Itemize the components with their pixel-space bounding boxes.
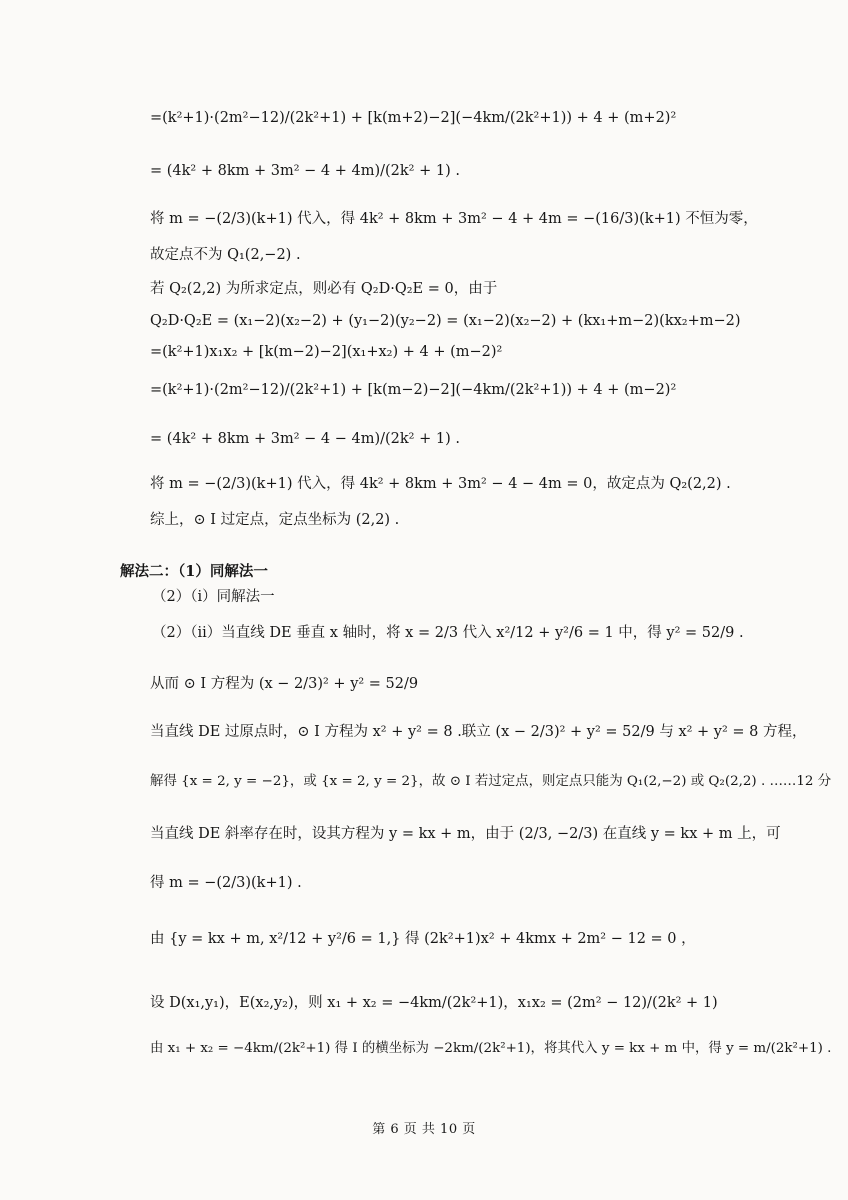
text-line: 设 D(x₁,y₁)，E(x₂,y₂)，则 x₁ + x₂ = −4km/(2k²+1)，x₁x₂ = (2m² − 12)/(2k² + 1) <box>150 995 718 1011</box>
text-line: = (4k² + 8km + 3m² − 4 − 4m)/(2k² + 1) . <box>150 431 460 447</box>
text-line: 当直线 DE 斜率存在时，设其方程为 y = kx + m，由于 (2/3, −2/3) 在直线 y = kx + m 上，可 <box>150 826 781 842</box>
text-line: =(k²+1)x₁x₂ + [k(m−2)−2](x₁+x₂) + 4 + (m−2)² <box>150 344 503 360</box>
text-line: 解得 {x = 2, y = −2}，或 {x = 2, y = 2}，故 ⊙ I 若过定点，则定点只能为 Q₁(2,−2) 或 Q₂(2,2) . ……12 分 <box>150 774 832 789</box>
text-line: （2）（i）同解法一 <box>152 589 275 605</box>
text-line: 综上，⊙ I 过定点，定点坐标为 (2,2) . <box>150 512 400 528</box>
text-line: =(k²+1)·(2m²−12)/(2k²+1) + [k(m−2)−2](−4km/(2k²+1)) + 4 + (m−2)² <box>150 382 677 398</box>
text-line: 从而 ⊙ I 方程为 (x − 2/3)² + y² = 52/9 <box>150 676 419 692</box>
text-line: 将 m = −(2/3)(k+1) 代入，得 4k² + 8km + 3m² − 4 + 4m = −(16/3)(k+1) 不恒为零， <box>150 211 758 227</box>
text-line: 故定点不为 Q₁(2,−2) . <box>150 247 301 263</box>
text-line: （2）（ii）当直线 DE 垂直 x 轴时，将 x = 2/3 代入 x²/12 + y²/6 = 1 中，得 y² = 52/9 . <box>152 625 744 641</box>
text-line: 将 m = −(2/3)(k+1) 代入，得 4k² + 8km + 3m² − 4 − 4m = 0，故定点为 Q₂(2,2) . <box>150 476 731 492</box>
text-line: 由 x₁ + x₂ = −4km/(2k²+1) 得 I 的横坐标为 −2km/(2k²+1)，将其代入 y = kx + m 中，得 y = m/(2k²+1) . <box>150 1041 832 1056</box>
text-line: 当直线 DE 过原点时，⊙ I 方程为 x² + y² = 8 .联立 (x − 2/3)² + y² = 52/9 与 x² + y² = 8 方程， <box>150 724 807 740</box>
text-line: =(k²+1)·(2m²−12)/(2k²+1) + [k(m+2)−2](−4km/(2k²+1)) + 4 + (m+2)² <box>150 110 677 126</box>
page-footer: 第 6 页 共 10 页 <box>372 1122 476 1137</box>
text-line: Q₂D·Q₂E = (x₁−2)(x₂−2) + (y₁−2)(y₂−2) = (x₁−2)(x₂−2) + (kx₁+m−2)(kx₂+m−2) <box>150 313 741 329</box>
section-heading: 解法二：（1）同解法一 <box>120 563 268 580</box>
text-line: = (4k² + 8km + 3m² − 4 + 4m)/(2k² + 1) . <box>150 163 460 179</box>
text-line: 若 Q₂(2,2) 为所求定点，则必有 Q₂D·Q₂E = 0，由于 <box>150 281 498 297</box>
text-line: 得 m = −(2/3)(k+1) . <box>150 875 302 891</box>
text-line: 由 {y = kx + m, x²/12 + y²/6 = 1,} 得 (2k²+1)x² + 4kmx + 2m² − 12 = 0 ， <box>150 931 696 947</box>
